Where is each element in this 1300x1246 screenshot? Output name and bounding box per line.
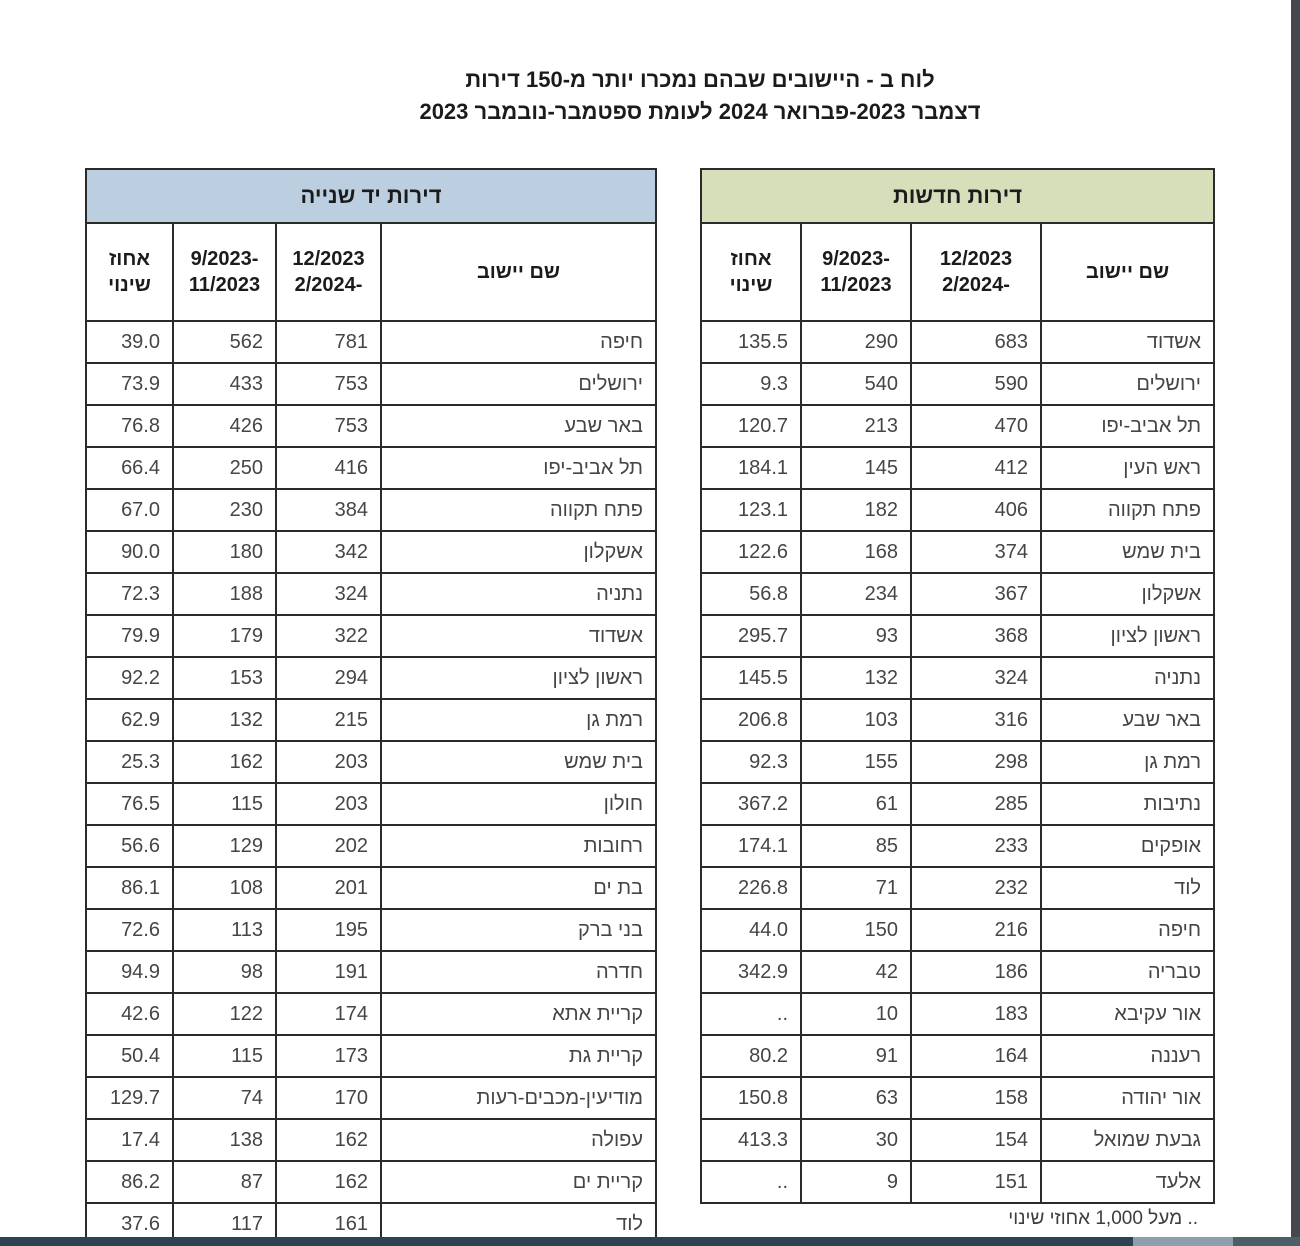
- value-cell: 62.9: [86, 699, 173, 741]
- value-cell: 342: [276, 531, 381, 573]
- col-header-period-current: 12/2023 2/2024-: [911, 223, 1041, 321]
- value-cell: 162: [276, 1119, 381, 1161]
- value-cell: 164: [911, 1035, 1041, 1077]
- value-cell: 540: [801, 363, 911, 405]
- col-header-period-previous: 9/2023- 11/2023: [801, 223, 911, 321]
- settlement-name-cell: רחובות: [381, 825, 656, 867]
- table-row: [86, 321, 656, 363]
- value-cell: 470: [911, 405, 1041, 447]
- value-cell: 753: [276, 363, 381, 405]
- value-cell: 85: [801, 825, 911, 867]
- value-cell: 73.9: [86, 363, 173, 405]
- value-cell: 324: [911, 657, 1041, 699]
- secondhand-apartments-table-body: [86, 321, 656, 1245]
- settlement-name-cell: בני ברק: [381, 909, 656, 951]
- table-row: [701, 825, 1214, 867]
- col-header-settlement-name: שם יישוב: [381, 223, 656, 321]
- settlement-name-cell: לוד: [1041, 867, 1214, 909]
- value-cell: 150.8: [701, 1077, 801, 1119]
- value-cell: 132: [801, 657, 911, 699]
- table-row: [86, 867, 656, 909]
- value-cell: 39.0: [86, 321, 173, 363]
- table-row: [86, 363, 656, 405]
- value-cell: 94.9: [86, 951, 173, 993]
- value-cell: 215: [276, 699, 381, 741]
- value-cell: 426: [173, 405, 276, 447]
- value-cell: 203: [276, 783, 381, 825]
- value-cell: 151: [911, 1161, 1041, 1203]
- value-cell: 683: [911, 321, 1041, 363]
- settlement-name-cell: ירושלים: [1041, 363, 1214, 405]
- table-row: [86, 951, 656, 993]
- value-cell: 115: [173, 1035, 276, 1077]
- col-header-percent-change: אחוז שינוי: [701, 223, 801, 321]
- settlement-name-cell: אור עקיבא: [1041, 993, 1214, 1035]
- value-cell: 183: [911, 993, 1041, 1035]
- table-row: [86, 741, 656, 783]
- settlement-name-cell: קריית גת: [381, 1035, 656, 1077]
- table-row: [701, 699, 1214, 741]
- value-cell: 250: [173, 447, 276, 489]
- settlement-name-cell: תל אביב-יפו: [1041, 405, 1214, 447]
- value-cell: 56.8: [701, 573, 801, 615]
- settlement-name-cell: אשקלון: [381, 531, 656, 573]
- value-cell: ..: [701, 1161, 801, 1203]
- value-cell: 113: [173, 909, 276, 951]
- value-cell: 753: [276, 405, 381, 447]
- value-cell: 132: [173, 699, 276, 741]
- value-cell: 173: [276, 1035, 381, 1077]
- value-cell: 122: [173, 993, 276, 1035]
- value-cell: 232: [911, 867, 1041, 909]
- value-cell: 90.0: [86, 531, 173, 573]
- table-row: [701, 321, 1214, 363]
- col-header-percent-change: אחוז שינוי: [86, 223, 173, 321]
- horizontal-scrollbar-thumb[interactable]: [1133, 1237, 1233, 1246]
- value-cell: 324: [276, 573, 381, 615]
- table-row: [701, 783, 1214, 825]
- settlement-name-cell: אלעד: [1041, 1161, 1214, 1203]
- value-cell: 290: [801, 321, 911, 363]
- value-cell: 158: [911, 1077, 1041, 1119]
- value-cell: 562: [173, 321, 276, 363]
- table-row: [701, 951, 1214, 993]
- settlement-name-cell: רמת גן: [381, 699, 656, 741]
- value-cell: 67.0: [86, 489, 173, 531]
- table-row: [86, 1161, 656, 1203]
- value-cell: 174.1: [701, 825, 801, 867]
- table-row: [701, 405, 1214, 447]
- value-cell: 155: [801, 741, 911, 783]
- value-cell: 168: [801, 531, 911, 573]
- table-row: [86, 447, 656, 489]
- horizontal-scrollbar-track[interactable]: [0, 1237, 1300, 1246]
- settlement-name-cell: באר שבע: [1041, 699, 1214, 741]
- settlement-name-cell: חדרה: [381, 951, 656, 993]
- column-header-row: [701, 223, 1214, 321]
- table-row: [701, 1035, 1214, 1077]
- settlement-name-cell: מודיעין-מכבים-רעות: [381, 1077, 656, 1119]
- value-cell: 374: [911, 531, 1041, 573]
- settlement-name-cell: חיפה: [1041, 909, 1214, 951]
- settlement-name-cell: גבעת שמואל: [1041, 1119, 1214, 1161]
- value-cell: 201: [276, 867, 381, 909]
- value-cell: 188: [173, 573, 276, 615]
- table-row: [86, 489, 656, 531]
- table-row: [701, 1077, 1214, 1119]
- scrollbar-corner: [1233, 1237, 1300, 1246]
- value-cell: 162: [276, 1161, 381, 1203]
- value-cell: 72.3: [86, 573, 173, 615]
- table-row: [86, 615, 656, 657]
- value-cell: 294: [276, 657, 381, 699]
- settlement-name-cell: רעננה: [1041, 1035, 1214, 1077]
- secondhand-apartments-table-title: דירות יד שנייה: [86, 169, 656, 223]
- value-cell: 76.5: [86, 783, 173, 825]
- settlement-name-cell: עפולה: [381, 1119, 656, 1161]
- value-cell: 203: [276, 741, 381, 783]
- secondhand-apartments-table: [85, 168, 657, 1246]
- value-cell: 367.2: [701, 783, 801, 825]
- value-cell: 322: [276, 615, 381, 657]
- value-cell: 153: [173, 657, 276, 699]
- table-row: [701, 447, 1214, 489]
- table-row: [86, 531, 656, 573]
- settlement-name-cell: בית שמש: [381, 741, 656, 783]
- value-cell: 180: [173, 531, 276, 573]
- settlement-name-cell: אשדוד: [1041, 321, 1214, 363]
- settlement-name-cell: לוד: [381, 1203, 656, 1245]
- value-cell: 10: [801, 993, 911, 1035]
- table-row: [701, 993, 1214, 1035]
- value-cell: 162: [173, 741, 276, 783]
- value-cell: 61: [801, 783, 911, 825]
- value-cell: 17.4: [86, 1119, 173, 1161]
- value-cell: 145.5: [701, 657, 801, 699]
- settlement-name-cell: תל אביב-יפו: [381, 447, 656, 489]
- value-cell: 413.3: [701, 1119, 801, 1161]
- page-title-line2: דצמבר 2023-פברואר 2024 לעומת ספטמבר-נובמבר 2023: [419, 99, 981, 124]
- value-cell: 135.5: [701, 321, 801, 363]
- value-cell: 129: [173, 825, 276, 867]
- value-cell: 170: [276, 1077, 381, 1119]
- col-header-settlement-name: שם יישוב: [1041, 223, 1214, 321]
- value-cell: 42.6: [86, 993, 173, 1035]
- value-cell: 367: [911, 573, 1041, 615]
- page-title: [150, 64, 1250, 128]
- value-cell: 76.8: [86, 405, 173, 447]
- value-cell: 213: [801, 405, 911, 447]
- value-cell: 186: [911, 951, 1041, 993]
- value-cell: 108: [173, 867, 276, 909]
- value-cell: 342.9: [701, 951, 801, 993]
- value-cell: 91: [801, 1035, 911, 1077]
- value-cell: 30: [801, 1119, 911, 1161]
- value-cell: 71: [801, 867, 911, 909]
- settlement-name-cell: נתניה: [1041, 657, 1214, 699]
- value-cell: 87: [173, 1161, 276, 1203]
- value-cell: 234: [801, 573, 911, 615]
- settlement-name-cell: ראשון לציון: [1041, 615, 1214, 657]
- value-cell: 120.7: [701, 405, 801, 447]
- value-cell: 86.2: [86, 1161, 173, 1203]
- value-cell: 123.1: [701, 489, 801, 531]
- value-cell: 66.4: [86, 447, 173, 489]
- new-apartments-table-title: דירות חדשות: [701, 169, 1214, 223]
- value-cell: 174: [276, 993, 381, 1035]
- settlement-name-cell: קריית אתא: [381, 993, 656, 1035]
- settlement-name-cell: חיפה: [381, 321, 656, 363]
- settlement-name-cell: אור יהודה: [1041, 1077, 1214, 1119]
- value-cell: 206.8: [701, 699, 801, 741]
- vertical-scrollbar-edge: [1291, 0, 1300, 1246]
- value-cell: 154: [911, 1119, 1041, 1161]
- table-row: [86, 825, 656, 867]
- settlement-name-cell: אשדוד: [381, 615, 656, 657]
- value-cell: 195: [276, 909, 381, 951]
- settlement-name-cell: פתח תקווה: [1041, 489, 1214, 531]
- settlement-name-cell: בת ים: [381, 867, 656, 909]
- value-cell: 202: [276, 825, 381, 867]
- table-row: [86, 657, 656, 699]
- value-cell: 590: [911, 363, 1041, 405]
- value-cell: 74: [173, 1077, 276, 1119]
- table-row: [86, 405, 656, 447]
- value-cell: 80.2: [701, 1035, 801, 1077]
- value-cell: 92.2: [86, 657, 173, 699]
- value-cell: 150: [801, 909, 911, 951]
- value-cell: 44.0: [701, 909, 801, 951]
- table-row: [701, 363, 1214, 405]
- value-cell: 412: [911, 447, 1041, 489]
- value-cell: 129.7: [86, 1077, 173, 1119]
- col-header-period-previous: 9/2023- 11/2023: [173, 223, 276, 321]
- table-row: [701, 573, 1214, 615]
- value-cell: 216: [911, 909, 1041, 951]
- value-cell: 56.6: [86, 825, 173, 867]
- settlement-name-cell: נתניה: [381, 573, 656, 615]
- value-cell: 138: [173, 1119, 276, 1161]
- settlement-name-cell: באר שבע: [381, 405, 656, 447]
- settlement-name-cell: ראש העין: [1041, 447, 1214, 489]
- value-cell: 161: [276, 1203, 381, 1245]
- table-row: [701, 1119, 1214, 1161]
- value-cell: 368: [911, 615, 1041, 657]
- value-cell: 179: [173, 615, 276, 657]
- value-cell: 92.3: [701, 741, 801, 783]
- value-cell: 298: [911, 741, 1041, 783]
- settlement-name-cell: בית שמש: [1041, 531, 1214, 573]
- value-cell: 191: [276, 951, 381, 993]
- table-row: [86, 699, 656, 741]
- value-cell: 406: [911, 489, 1041, 531]
- value-cell: 86.1: [86, 867, 173, 909]
- table-row: [86, 993, 656, 1035]
- value-cell: 117: [173, 1203, 276, 1245]
- table-row: [701, 1161, 1214, 1203]
- table-row: [701, 531, 1214, 573]
- settlement-name-cell: ירושלים: [381, 363, 656, 405]
- value-cell: 285: [911, 783, 1041, 825]
- table-row: [86, 783, 656, 825]
- settlement-name-cell: ראשון לציון: [381, 657, 656, 699]
- table-title-row: [701, 169, 1214, 223]
- settlement-name-cell: אשקלון: [1041, 573, 1214, 615]
- value-cell: 115: [173, 783, 276, 825]
- value-cell: 226.8: [701, 867, 801, 909]
- value-cell: 384: [276, 489, 381, 531]
- value-cell: 233: [911, 825, 1041, 867]
- value-cell: 416: [276, 447, 381, 489]
- value-cell: 781: [276, 321, 381, 363]
- value-cell: ..: [701, 993, 801, 1035]
- value-cell: 433: [173, 363, 276, 405]
- value-cell: 316: [911, 699, 1041, 741]
- column-header-row: [86, 223, 656, 321]
- value-cell: 182: [801, 489, 911, 531]
- value-cell: 37.6: [86, 1203, 173, 1245]
- table-row: [86, 909, 656, 951]
- table-title-row: [86, 169, 656, 223]
- footnote: .. מעל 1,000 אחוזי שינוי: [1008, 1208, 1198, 1229]
- settlement-name-cell: חולון: [381, 783, 656, 825]
- value-cell: 295.7: [701, 615, 801, 657]
- new-apartments-table: [700, 168, 1215, 1204]
- settlement-name-cell: טבריה: [1041, 951, 1214, 993]
- settlement-name-cell: קריית ים: [381, 1161, 656, 1203]
- value-cell: 50.4: [86, 1035, 173, 1077]
- table-row: [701, 867, 1214, 909]
- value-cell: 42: [801, 951, 911, 993]
- table-row: [86, 573, 656, 615]
- value-cell: 79.9: [86, 615, 173, 657]
- table-row: [701, 489, 1214, 531]
- table-row: [701, 657, 1214, 699]
- table-row: [701, 909, 1214, 951]
- table-row: [86, 1035, 656, 1077]
- value-cell: 98: [173, 951, 276, 993]
- value-cell: 103: [801, 699, 911, 741]
- value-cell: 93: [801, 615, 911, 657]
- table-row: [86, 1077, 656, 1119]
- value-cell: 72.6: [86, 909, 173, 951]
- settlement-name-cell: אופקים: [1041, 825, 1214, 867]
- value-cell: 9.3: [701, 363, 801, 405]
- value-cell: 9: [801, 1161, 911, 1203]
- col-header-period-current: 12/2023 2/2024-: [276, 223, 381, 321]
- value-cell: 63: [801, 1077, 911, 1119]
- settlement-name-cell: נתיבות: [1041, 783, 1214, 825]
- table-row: [701, 615, 1214, 657]
- new-apartments-table-body: [701, 321, 1214, 1203]
- settlement-name-cell: רמת גן: [1041, 741, 1214, 783]
- settlement-name-cell: פתח תקווה: [381, 489, 656, 531]
- table-row: [701, 741, 1214, 783]
- table-row: [86, 1119, 656, 1161]
- value-cell: 184.1: [701, 447, 801, 489]
- value-cell: 145: [801, 447, 911, 489]
- page-title-line1: לוח ב - היישובים שבהם נמכרו יותר מ-150 דירות: [465, 67, 935, 92]
- value-cell: 25.3: [86, 741, 173, 783]
- value-cell: 230: [173, 489, 276, 531]
- value-cell: 122.6: [701, 531, 801, 573]
